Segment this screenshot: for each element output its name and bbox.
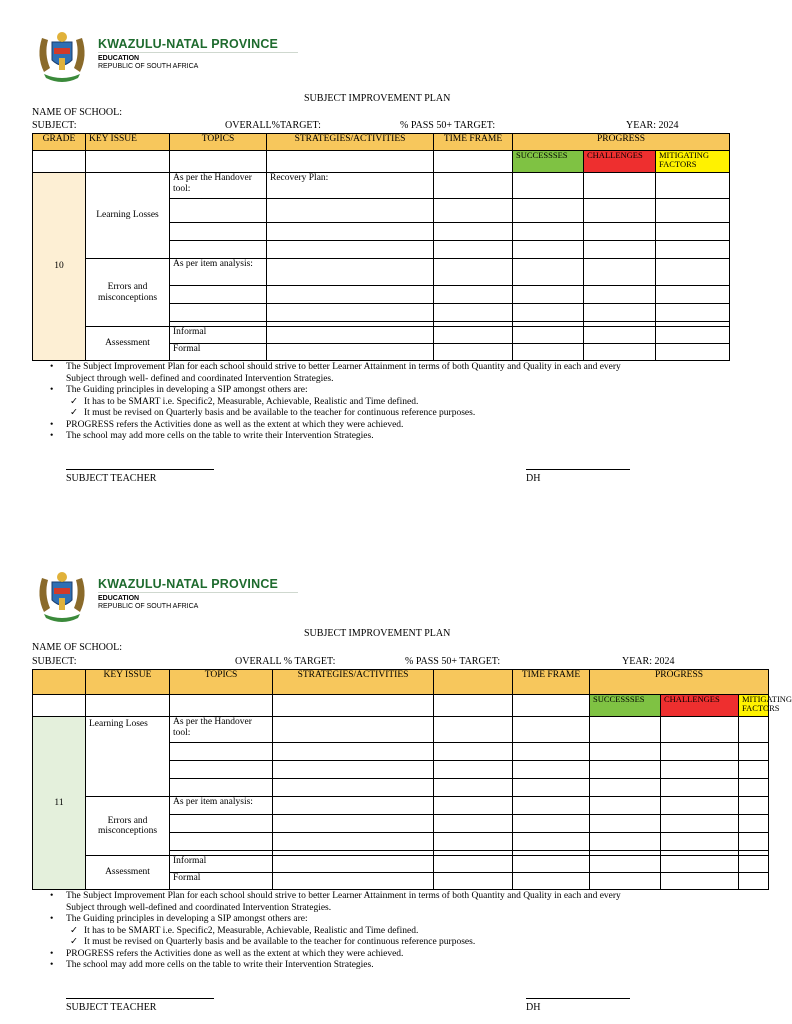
- table-cell[interactable]: [513, 856, 590, 873]
- topic-informal[interactable]: Informal: [170, 856, 273, 873]
- col-grade: [33, 670, 86, 695]
- table-cell[interactable]: [590, 743, 661, 761]
- table-cell[interactable]: [513, 873, 590, 890]
- note-4: • The school may add more cells on the table to write their Intervention Strategies.: [32, 431, 621, 443]
- coat-of-arms-icon: [32, 568, 92, 624]
- grade-cell: 11: [33, 717, 86, 890]
- col-mitigating-factors: MITIGATING FACTORS: [739, 695, 769, 717]
- key-issue-errors: Errors and misconceptions: [86, 259, 170, 327]
- table-row: [33, 856, 769, 873]
- table-cell[interactable]: [590, 717, 661, 743]
- note-check-1: ✓ It has to be SMART i.e. Specific2, Measurable, Achievable, Realistic and Time defined.: [32, 397, 621, 409]
- year-label: YEAR: 2024: [626, 120, 679, 131]
- note-1-continued: Subject through well- defined and coordinated Intervention Strategies.: [66, 373, 334, 384]
- grade-cell: 10: [33, 173, 86, 361]
- table-cell[interactable]: [170, 815, 273, 833]
- topic-handover[interactable]: As per the Handover tool:: [170, 173, 267, 199]
- table-cell[interactable]: [661, 761, 739, 779]
- table-cell[interactable]: [661, 856, 739, 873]
- col-challenges: CHALLENGES: [661, 695, 739, 717]
- table-cell[interactable]: [513, 761, 590, 779]
- table-cell[interactable]: [273, 695, 434, 717]
- table-cell[interactable]: [434, 815, 513, 833]
- table-cell[interactable]: [590, 761, 661, 779]
- table-cell[interactable]: [661, 717, 739, 743]
- table-cell[interactable]: [739, 743, 769, 761]
- key-issue-errors: Errors and misconceptions: [86, 797, 170, 856]
- topic-item-analysis[interactable]: As per item analysis:: [170, 259, 267, 286]
- pass-target-label: % PASS 50+ TARGET:: [405, 656, 501, 667]
- col-successes: SUCCESSSES: [590, 695, 661, 717]
- key-issue-learning-losses: Learning Loses: [86, 717, 170, 797]
- col-topics: TOPICS: [170, 670, 273, 695]
- table-cell[interactable]: [661, 873, 739, 890]
- note-check-1: ✓ It has to be SMART i.e. Specific2, Measurable, Achievable, Realistic and Time defined.: [32, 926, 621, 938]
- plan-title: SUBJECT IMPROVEMENT PLAN: [304, 628, 451, 639]
- table-cell[interactable]: [739, 856, 769, 873]
- table-cell[interactable]: [170, 743, 273, 761]
- col-key-issue: KEY ISSUE: [86, 670, 170, 695]
- table-cell[interactable]: [170, 833, 273, 851]
- table-cell[interactable]: [739, 779, 769, 797]
- table-cell[interactable]: [273, 717, 434, 743]
- table-cell[interactable]: [739, 797, 769, 815]
- table-cell[interactable]: [661, 797, 739, 815]
- key-issue-assessment: Assessment: [86, 856, 170, 890]
- table-cell[interactable]: [661, 815, 739, 833]
- note-3: • PROGRESS refers the Activities done as well as the extent at which they were achieved.: [32, 420, 621, 432]
- table-row: [33, 717, 769, 743]
- note-check-2: ✓ It must be revised on Quarterly basis and be available to the teacher for continuous reference purposes.: [32, 937, 621, 949]
- table-cell[interactable]: [434, 873, 513, 890]
- table-cell[interactable]: [434, 833, 513, 851]
- table-cell[interactable]: [590, 797, 661, 815]
- col-strategies: STRATEGIES/ACTIVITIES: [273, 670, 434, 695]
- note-4: • The school may add more cells on the table to write their Intervention Strategies.: [32, 960, 621, 972]
- table-cell[interactable]: [590, 856, 661, 873]
- table-cell[interactable]: [170, 779, 273, 797]
- note-1: • The Subject Improvement Plan for each school should strive to better Learner Attainment in terms of both Quantity and Quality in each and every: [32, 362, 621, 374]
- table-cell[interactable]: [273, 797, 434, 815]
- table-cell[interactable]: [739, 717, 769, 743]
- table-cell[interactable]: [273, 856, 434, 873]
- table-cell[interactable]: [739, 815, 769, 833]
- col-progress: PROGRESS: [513, 134, 730, 151]
- teacher-signature-line[interactable]: [66, 998, 214, 999]
- school-name-label: NAME OF SCHOOL:: [32, 107, 123, 118]
- col-key-issue: KEY ISSUE: [86, 134, 170, 151]
- table-cell[interactable]: [739, 833, 769, 851]
- country-name: REPUBLIC OF SOUTH AFRICA: [98, 603, 199, 610]
- school-name-label: NAME OF SCHOOL:: [32, 642, 123, 653]
- dh-signature-line[interactable]: [526, 998, 630, 999]
- note-1: • The Subject Improvement Plan for each school should strive to better Learner Attainment in terms of both Quantity and Quality in each and every: [32, 891, 621, 903]
- dh-label: DH: [526, 1002, 541, 1013]
- table-cell[interactable]: [513, 743, 590, 761]
- table-cell[interactable]: [661, 833, 739, 851]
- note-check-2: ✓ It must be revised on Quarterly basis and be available to the teacher for continuous reference purposes.: [32, 408, 621, 420]
- table-cell[interactable]: [513, 797, 590, 815]
- table-cell[interactable]: [434, 856, 513, 873]
- table-cell[interactable]: [434, 717, 513, 743]
- table-cell[interactable]: [273, 833, 434, 851]
- note-3: • PROGRESS refers the Activities done as well as the extent at which they were achieved.: [32, 949, 621, 961]
- col-time-frame: TIME FRAME: [434, 134, 513, 151]
- table-cell[interactable]: [661, 779, 739, 797]
- table-cell[interactable]: [434, 761, 513, 779]
- subject-label: SUBJECT:: [32, 656, 77, 667]
- department-logo: [32, 568, 279, 624]
- department-name: EDUCATION: [98, 595, 140, 602]
- strategy-recovery-plan[interactable]: Recovery Plan:: [267, 173, 434, 199]
- key-issue-assessment: Assessment: [86, 327, 170, 361]
- col-strategies: STRATEGIES/ACTIVITIES: [267, 134, 434, 151]
- year-label: YEAR: 2024: [622, 656, 675, 667]
- subject-label: SUBJECT:: [32, 120, 77, 131]
- subject-teacher-label: SUBJECT TEACHER: [66, 1002, 157, 1013]
- topic-item-analysis[interactable]: As per item analysis:: [170, 797, 273, 815]
- subject-teacher-label: SUBJECT TEACHER: [66, 473, 157, 484]
- table-cell[interactable]: [273, 815, 434, 833]
- table-cell[interactable]: [513, 815, 590, 833]
- overall-target-label: OVERALL%TARGET:: [225, 120, 321, 131]
- note-2: • The Guiding principles in developing a SIP amongst others are:: [32, 914, 621, 926]
- col-time-frame: TIME FRAME: [513, 670, 590, 695]
- table-cell[interactable]: [273, 873, 434, 890]
- table-row: [33, 797, 769, 815]
- topic-formal[interactable]: Formal: [170, 344, 267, 361]
- dh-label: DH: [526, 473, 541, 484]
- table-cell[interactable]: [590, 815, 661, 833]
- table-cell[interactable]: [434, 695, 513, 717]
- col-grade: GRADE: [33, 134, 86, 151]
- table-cell[interactable]: [170, 695, 273, 717]
- plan-title: SUBJECT IMPROVEMENT PLAN: [304, 93, 451, 104]
- table-cell[interactable]: [590, 779, 661, 797]
- topic-formal[interactable]: Formal: [170, 873, 273, 890]
- table-cell[interactable]: [513, 717, 590, 743]
- overall-target-label: OVERALL % TARGET:: [235, 656, 336, 667]
- key-issue-learning-losses: Learning Losses: [86, 173, 170, 259]
- table-cell[interactable]: [434, 779, 513, 797]
- table-cell[interactable]: [739, 761, 769, 779]
- department-name: EDUCATION: [98, 55, 140, 62]
- col-progress: PROGRESS: [590, 670, 769, 695]
- pass-target-label: % PASS 50+ TARGET:: [400, 120, 496, 131]
- table-cell[interactable]: [661, 743, 739, 761]
- country-name: REPUBLIC OF SOUTH AFRICA: [98, 63, 199, 70]
- col-successes: SUCCESSSES: [513, 151, 584, 173]
- table-cell[interactable]: [273, 779, 434, 797]
- logo-divider: [98, 592, 298, 593]
- table-cell[interactable]: [273, 743, 434, 761]
- table-cell[interactable]: [33, 695, 86, 717]
- table-cell[interactable]: [434, 797, 513, 815]
- table-cell[interactable]: [739, 873, 769, 890]
- col-mitigating-factors: MITIGATING FACTORS: [656, 151, 730, 173]
- col-blank: [434, 670, 513, 695]
- table-cell[interactable]: [513, 695, 590, 717]
- table-cell[interactable]: [513, 779, 590, 797]
- table-cell[interactable]: [273, 761, 434, 779]
- table-cell[interactable]: [86, 695, 170, 717]
- table-cell[interactable]: [590, 833, 661, 851]
- topic-handover[interactable]: As per the Handover tool:: [170, 717, 273, 743]
- table-cell[interactable]: [170, 761, 273, 779]
- col-challenges: CHALLENGES: [584, 151, 656, 173]
- guidelines-list: [32, 891, 621, 972]
- note-1-continued: Subject through well-defined and coordinated Intervention Strategies.: [66, 902, 332, 913]
- province-name: KWAZULU-NATAL PROVINCE: [98, 37, 279, 51]
- table-cell[interactable]: [434, 743, 513, 761]
- topic-informal[interactable]: Informal: [170, 327, 267, 344]
- table-cell[interactable]: [590, 873, 661, 890]
- col-topics: TOPICS: [170, 134, 267, 151]
- table-cell[interactable]: [513, 833, 590, 851]
- improvement-plan-table: [32, 669, 792, 890]
- note-2: • The Guiding principles in developing a SIP amongst others are:: [32, 385, 621, 397]
- province-name: KWAZULU-NATAL PROVINCE: [98, 577, 279, 591]
